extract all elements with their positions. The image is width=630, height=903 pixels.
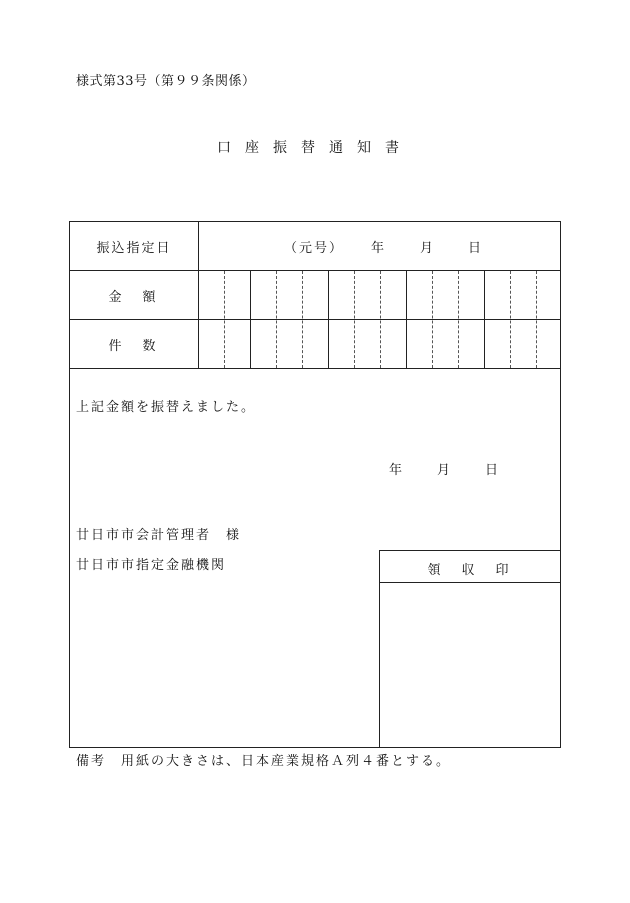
remarks-note: 備考 用紙の大きさは、日本産業規格Ａ列４番とする。 <box>76 754 452 769</box>
label-column-divider <box>198 221 199 369</box>
amount-label: 金 額 <box>108 290 160 305</box>
digit-dash-line <box>458 271 459 368</box>
digit-dash-line <box>302 271 303 368</box>
designated-institution: 廿日市市指定金融機関 <box>76 558 227 573</box>
date-year: 年 <box>371 241 387 256</box>
form-number: 様式第33号（第９９条関係） <box>76 74 256 89</box>
digit-group-line <box>484 270 485 369</box>
frame-top <box>69 221 561 222</box>
seal-box-divider <box>379 582 561 583</box>
date-era: （元号） <box>284 241 345 256</box>
date-label: 振込指定日 <box>96 241 172 256</box>
row-divider-3 <box>69 368 561 369</box>
seal-label: 領 収 印 <box>427 563 513 578</box>
frame-bottom <box>69 747 561 748</box>
date-day: 日 <box>468 241 484 256</box>
frame-right <box>560 221 561 748</box>
seal-box-top <box>379 550 561 551</box>
digit-group-line <box>250 270 251 369</box>
digit-dash-line <box>536 271 537 368</box>
issue-day: 日 <box>485 463 501 478</box>
document-title: 口座振替通知書 <box>217 140 413 156</box>
digit-dash-line <box>224 271 225 368</box>
issue-month: 月 <box>437 463 453 478</box>
addressee: 廿日市市会計管理者 様 <box>76 528 242 543</box>
issue-year: 年 <box>389 463 405 478</box>
digit-dash-line <box>276 271 277 368</box>
seal-box-left <box>379 550 380 748</box>
digit-dash-line <box>380 271 381 368</box>
digit-group-line <box>406 270 407 369</box>
digit-dash-line <box>432 271 433 368</box>
digit-dash-line <box>510 271 511 368</box>
count-label: 件 数 <box>108 339 160 354</box>
digit-dash-line <box>354 271 355 368</box>
date-month: 月 <box>420 241 436 256</box>
row-divider-1 <box>69 270 561 271</box>
digit-group-line <box>328 270 329 369</box>
transfer-statement: 上記金額を振替えました。 <box>76 400 257 415</box>
row-divider-2 <box>69 319 561 320</box>
